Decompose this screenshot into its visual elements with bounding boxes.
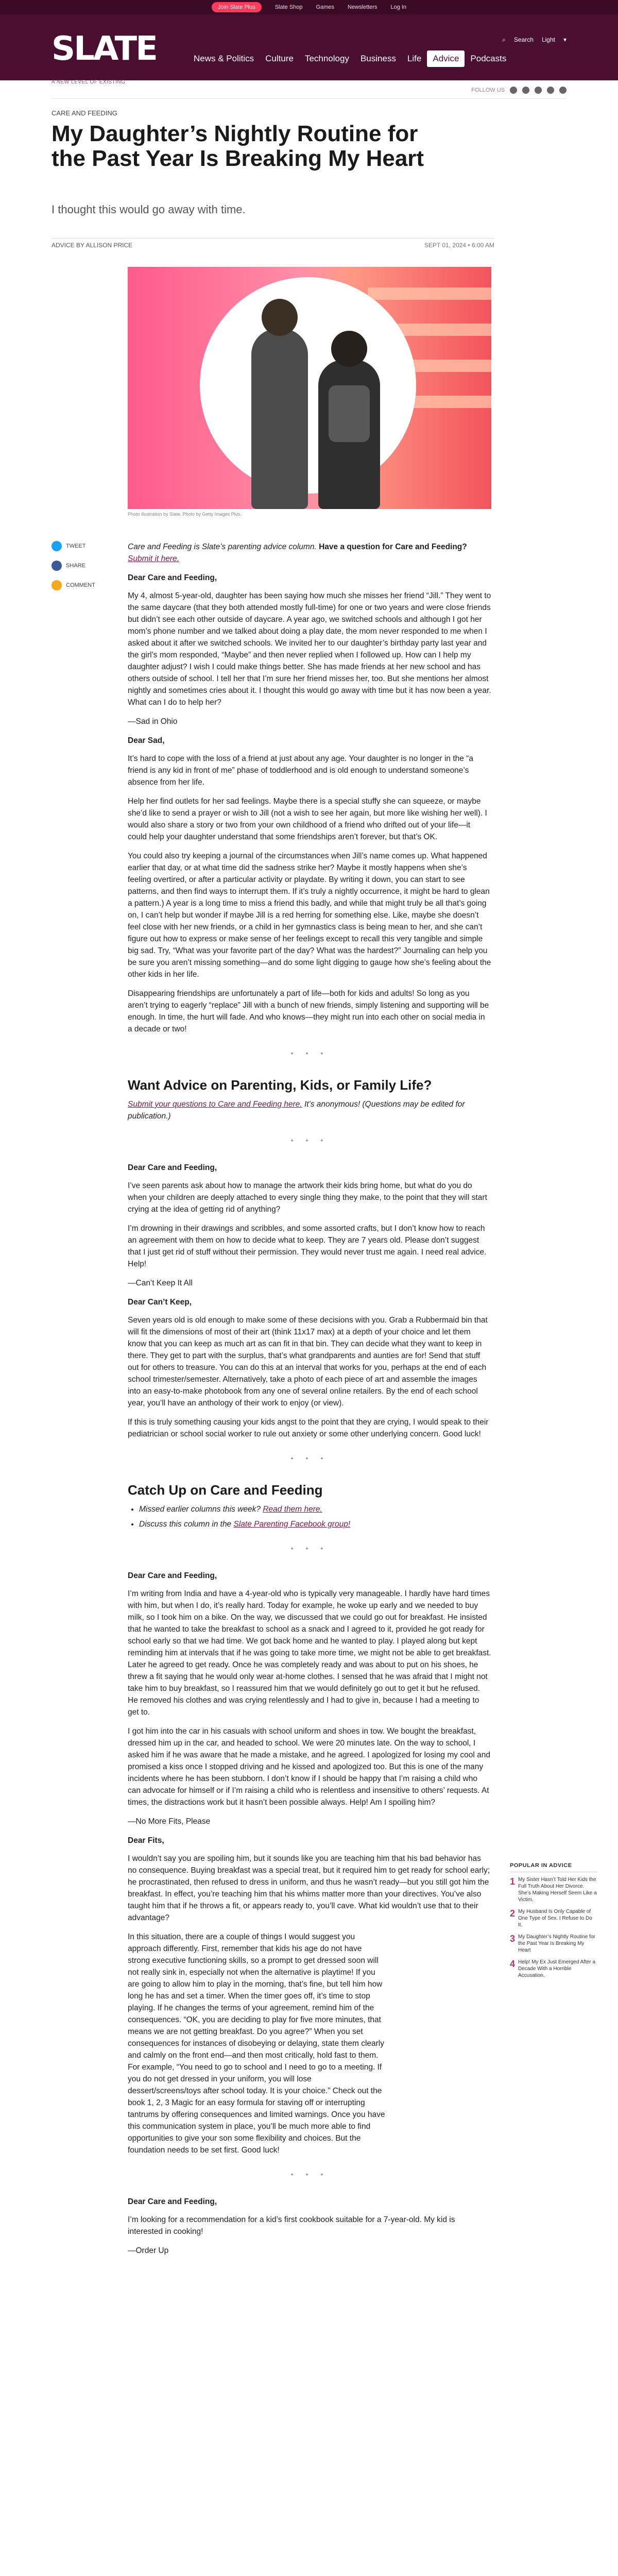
- search-icon[interactable]: ⌕: [502, 36, 506, 43]
- letter-signoff: —Sad in Ohio: [128, 717, 178, 726]
- tiktok-icon[interactable]: [547, 87, 554, 94]
- letter-signoff: —No More Fits, Please: [128, 1817, 211, 1826]
- slate-logo[interactable]: SLATE: [52, 30, 157, 68]
- tweet-label: TWEET: [66, 543, 86, 549]
- section-divider: • • •: [290, 2170, 329, 2178]
- answer-paragraph: You could also try keeping a journal of the circumstances when Jill’s name comes up. What happened earlier that day, or at what time did the sadness strike her? Maybe it mostly happens when she’s feeling overtired, or after a particular activity or playdate. By writing it down, you can start to see patterns, and then find ways to interrupt them. If it’s truly a nightly occurrence, it might be hard to glean a pattern.) A year is a long time to miss a friend this badly, and while that might truly be all that’s going on, I can’t help but wonder if maybe Jill is a red herring for something else. Like, maybe she doesn’t feel close with her new friends, or a child in her gymnastics class is being mean to her, and she can’t figure out how to express or make sense of her feelings except to recall this very tangible and simple big sad. Try, “What was your favorite part of the day? What was the hardest?” Journaling can help you be sure you aren’t missing something—and do some light digging to gauge how she’s feeling about the other kids in her life.: [128, 852, 491, 979]
- top-strip: [0, 0, 618, 14]
- answer-salutation: Dear Fits,: [128, 1836, 164, 1845]
- nav-life[interactable]: Life: [407, 54, 422, 63]
- catchup-heading: Catch Up on Care and Feeding: [128, 1482, 323, 1498]
- share-label: SHARE: [66, 563, 85, 569]
- promo-text: [128, 1098, 491, 1122]
- letter-salutation: Dear Care and Feeding,: [128, 1571, 217, 1580]
- popular-number: 4: [510, 1959, 516, 1969]
- answer-paragraph: If this is truly something causing your kids angst to the point that they are crying, I would speak to their pediatrician or school social worker to rule out anxiety or some other underlying concern. Good luck!: [128, 1418, 489, 1438]
- promo-submit-link[interactable]: Submit your questions to Care and Feeding here.: [128, 1100, 302, 1109]
- instagram-icon[interactable]: [535, 87, 542, 94]
- letter-signoff: —Can’t Keep It All: [128, 1279, 193, 1287]
- twitter-icon: [52, 541, 62, 551]
- publish-date: SEPT 01, 2024 • 6:00 AM: [424, 242, 494, 249]
- twitter-icon[interactable]: [522, 87, 529, 94]
- popular-item[interactable]: [510, 1876, 597, 1903]
- answer-paragraph: In this situation, there are a couple of things I would suggest you approach differently. First, remember that kids his age do not have strong executive functioning skills, so a prompt to get dressed soon will not really sink in, especially not when the alternative is playtime! If you are going to allow him to play in the morning, that’s fine, but tell him how long he has and set a timer. When the timer goes off, it’s time to stop playing. If he changes the terms of your agreement, remind him of the consequences. “OK, you are deciding to play for five more minutes, that means we are not getting breakfast. Do you agree?” When you set consequences for instances of disobeying or delaying, state them clearly and calmly on the front end—and then most critically, hold fast to them. For example, “You need to go to school and I need to go to a meeting. If you do not get dressed in your uniform, you will lose dessert/screens/toys after school today. It is your choice.” Check out the book 1, 2, 3 Magic for an easy formula for staving off or interrupting tantrums by offering consequences and limited warnings. Once you have this communication system in place, you’ll be much more able to find opportunities to give your son some flexibility and choices. But the foundation needs to be set first. Good luck!: [128, 1933, 385, 2155]
- letter-paragraph: I’m looking for a recommendation for a kid’s first cookbook suitable for a 7-year-old. My kid is interested in cooking!: [128, 2215, 455, 2236]
- popular-number: 1: [510, 1876, 516, 1887]
- list-item: [139, 1503, 491, 1515]
- intro-bold: Have a question for Care and Feeding?: [319, 543, 467, 551]
- facebook-group-link[interactable]: Slate Parenting Facebook group!: [233, 1520, 351, 1529]
- answer-paragraph: I wouldn’t say you are spoiling him, but it sounds like you are teaching him that his bad behavior has no consequence. Buying breakfast was a special treat, but it required him to get ready for school early; he procrastinated, then refused to dress in uniform, and thus he wasn’t ready—but you still got him the breakfast. In effect, you’re teaching him that his whims matter more than your directives. You’ve also taught him that if he throws a fit, or appears ready to, you’ll cave. What kid wouldn’t use that to their advantage?: [128, 1854, 490, 1922]
- nav-culture[interactable]: Culture: [265, 54, 294, 63]
- letter-paragraph: I got him into the car in his casuals with school uniform and shoes in tow. We bought the breakfast, dressed him up in the car, and headed to school. We were 20 minutes late. On the way to school, I asked him if he was aware that he made a mistake, and he agreed. I apologized for losing my cool and promised a kiss once I stopped driving and he kissed and apologized too. But this is one of the many incidents where he has been stubborn. I don’t know if I should be happy that I’m raising a child who can advocate for himself or if I’m raising a child who is relentless and insensitive to others’ requests. At times, the distractions work but it hasn’t been possible always. Help! Am I spoiling him?: [128, 1727, 490, 1807]
- popular-title[interactable]: Help! My Ex Just Emerged After a Decade With a Horrible Accusation.: [518, 1959, 596, 1978]
- facebook-icon[interactable]: [510, 87, 517, 94]
- share-rail: [52, 541, 95, 600]
- popular-title[interactable]: My Daughter’s Nightly Routine for the Past Year Is Breaking My Heart: [518, 1934, 595, 1953]
- facebook-icon: [52, 561, 62, 571]
- theme-toggle[interactable]: Light: [541, 36, 555, 43]
- letter-salutation: Dear Care and Feeding,: [128, 573, 217, 582]
- follow-bar: [52, 80, 566, 99]
- nav-news-politics[interactable]: News & Politics: [194, 54, 254, 63]
- answer-salutation: Dear Sad,: [128, 736, 165, 745]
- login-link[interactable]: Log In: [390, 4, 407, 10]
- letter-paragraph: I’m drowning in their drawings and scribbles, and some assorted crafts, but I don’t know how to reach an agreement with them on how to decide what to keep. They are 7 years old. Please don’t suggest that I just get rid of stuff without their permission. They would never trust me again. I need real advice. Help!: [128, 1224, 487, 1268]
- promo-rest: It’s anonymous! (Questions may be edited for publication.): [128, 1100, 465, 1121]
- hero-circle-shape: [200, 277, 416, 494]
- answer-paragraph: Help her find outlets for her sad feelings. Maybe there is a special stuffy she can squeeze, or maybe she’d like to send a prayer or wish to Jill (not a wish to see her again, but more like wishing her well). I would also share a story or two from your own childhood of a friend who drifted out of your life—it could help your daughter understand that some friendships aren’t forever, but that’s OK.: [128, 797, 487, 841]
- site-header: [0, 14, 618, 85]
- popular-in-advice: [510, 1862, 597, 1984]
- popular-item[interactable]: [510, 1959, 597, 1979]
- catchup-text: Discuss this column in the: [139, 1520, 234, 1529]
- answer-paragraph: Disappearing friendships are unfortunately a part of life—both for kids and adults! So long as you aren’t trying to eagerly “replace” Jill with a bunch of new friends, simply listening and supporting will be enough. In time, the hurt will fade. And who knows—they might run into each other on social media in a decade or two!: [128, 989, 489, 1033]
- promo-heading: Want Advice on Parenting, Kids, or Family Life?: [128, 1077, 432, 1093]
- byline-row: [52, 238, 494, 249]
- section-divider: • • •: [290, 1454, 329, 1462]
- backpack-shape: [329, 385, 370, 442]
- nav-technology[interactable]: Technology: [304, 54, 349, 63]
- answer-paragraph: Seven years old is old enough to make some of these decisions with you. Grab a Rubbermaid bin that will fit the dimensions of most of their art (think 11x17 max) at a depth of your choice and let them know that you can keep as much art as can fit in that bin. They can decide what they want to keep in there. They get to part with the surplus, that’s what grandparents and aunties are for! Send that stuff out for others to treasure. You can do this at an interval that works for you, perhaps at the end of each school trimester/semester. Alternatively, take a photo of each piece of art and assemble the images into an easy-to-make photobook from any one of several online retailers. By the end of each school year, you’ll have an anthology of their work to enjoy (or view).: [128, 1316, 488, 1408]
- newsletters-link[interactable]: Newsletters: [348, 4, 377, 10]
- letter-signoff: —Order Up: [128, 2246, 169, 2255]
- header-utilities: [502, 36, 566, 44]
- submit-question-link[interactable]: Submit it here.: [128, 554, 179, 563]
- popular-title[interactable]: My Sister Hasn’t Told Her Kids the Full Truth About Her Divorce. She’s Making Herself Seem Like a Victim.: [518, 1877, 597, 1903]
- popular-item[interactable]: [510, 1908, 597, 1928]
- section-divider: • • •: [290, 1136, 329, 1144]
- nav-podcasts[interactable]: Podcasts: [470, 54, 507, 63]
- letter-paragraph: My 4, almost 5-year-old, daughter has been saying how much she misses her friend “Jill.” They went to the same daycare (that they both attended mostly full-time) for one or two years and were close friends but didn’t see each other outside of daycare. A year ago, we switched schools and although I got her mom’s phone number and we talked about doing a play date, the mom never responded to me when I asked about it after we switched schools. We invited her to our daughter’s birthday party last year and the girl’s mom responded, “Maybe” and then never replied when I followed up. How can I help my daughter adjust? I wish I could make things better. She has made friends at her new school and has others outside of school. I tell her that I’m sure her friend misses her, too. But she mentions her almost nightly and sometimes cries about it. I thought this would go away with time but it has now been a year. What can I do to help her?: [128, 591, 491, 707]
- article-dek: I thought this would go away with time.: [52, 203, 246, 216]
- article-body: [128, 541, 491, 2264]
- follow-us: [471, 87, 566, 94]
- follow-us-label: FOLLOW US: [471, 87, 505, 93]
- article-headline: My Daughter’s Nightly Routine for the Past Year Is Breaking My Heart: [52, 121, 424, 171]
- share-button[interactable]: [52, 561, 95, 571]
- popular-number: 2: [510, 1908, 516, 1919]
- letter-salutation: Dear Care and Feeding,: [128, 1163, 217, 1172]
- article-kicker[interactable]: CARE AND FEEDING: [52, 109, 117, 117]
- search-link[interactable]: Search: [513, 36, 534, 43]
- letter-paragraph: I’ve seen parents ask about how to manage the artwork their kids bring home, but what do you do when your children are deeply attached to every single thing they make, to the point that they will start crying at the idea of getting rid of anything?: [128, 1181, 487, 1214]
- section-divider: • • •: [290, 1049, 329, 1057]
- popular-item[interactable]: [510, 1934, 597, 1954]
- popular-heading: POPULAR IN ADVICE: [510, 1862, 597, 1872]
- chevron-down-icon[interactable]: ▾: [563, 36, 566, 43]
- join-slate-plus-button[interactable]: Join Slate Plus: [212, 2, 262, 12]
- comment-button[interactable]: [52, 580, 95, 590]
- slate-shop-link[interactable]: Slate Shop: [274, 4, 303, 10]
- youtube-icon[interactable]: [559, 87, 566, 94]
- nav-advice[interactable]: Advice: [427, 50, 465, 67]
- catchup-list: [139, 1503, 491, 1530]
- comment-label: COMMENT: [66, 582, 95, 588]
- games-link[interactable]: Games: [316, 4, 334, 10]
- image-caption: Photo illustration by Slate. Photo by Getty Images Plus.: [128, 512, 242, 517]
- nav-business[interactable]: Business: [360, 54, 396, 63]
- hero-image: [128, 267, 491, 509]
- catchup-text: Missed earlier columns this week?: [139, 1505, 263, 1514]
- column-intro: [128, 541, 491, 565]
- letter-salutation: Dear Care and Feeding,: [128, 2197, 217, 2206]
- main-nav: [188, 50, 512, 67]
- list-item: [139, 1518, 491, 1530]
- byline: ADVICE BY ALLISON PRICE: [52, 242, 133, 249]
- tweet-button[interactable]: [52, 541, 95, 551]
- read-them-here-link[interactable]: Read them here.: [263, 1505, 322, 1514]
- child-figure: [251, 329, 308, 509]
- section-divider: • • •: [290, 1544, 329, 1552]
- answer-paragraph: It’s hard to cope with the loss of a friend at just about any age. Your daughter is no longer in the “a friend is any kid in front of me” phase of toddlerhood and is old enough to understand someone’s absence from her life.: [128, 754, 473, 787]
- popular-title[interactable]: My Husband Is Only Capable of One Type of Sex. I Refuse to Do It.: [518, 1909, 592, 1928]
- intro-text: Care and Feeding is Slate’s parenting advice column.: [128, 543, 317, 551]
- answer-salutation: Dear Can’t Keep,: [128, 1298, 192, 1307]
- site-tagline: A NEW LEVEL OF EXISTING: [52, 79, 126, 85]
- letter-paragraph: I’m writing from India and have a 4-year-old who is typically very manageable. I hardly have hard times with him, but when I do, it’s really hard. Today for example, he woke up early and we needed to buy milk, so I took him on a bike. On the way, we discussed that we could go out for breakfast. He insisted that he wanted to take the breakfast to school as a snack and I agreed to it, provided he got ready for school early so that we had time. We got back home and he wanted to play. I played along but kept reminding him at intervals that if he was going to take more time, we might not be able to get breakfast. Later he agreed to get ready. Once he was completely ready and was about to put on his shoes, he threw a fit saying that he would only wear at-home clothes. I sensed that he was afraid that I might not take him to buy breakfast, so I reassured him that we would definitely go out to get it but he refused. He removed his clothes and was crying relentlessly and I had to give in, because I had a meeting to get to.: [128, 1589, 491, 1717]
- popular-number: 3: [510, 1934, 516, 1944]
- comment-icon: [52, 580, 62, 590]
